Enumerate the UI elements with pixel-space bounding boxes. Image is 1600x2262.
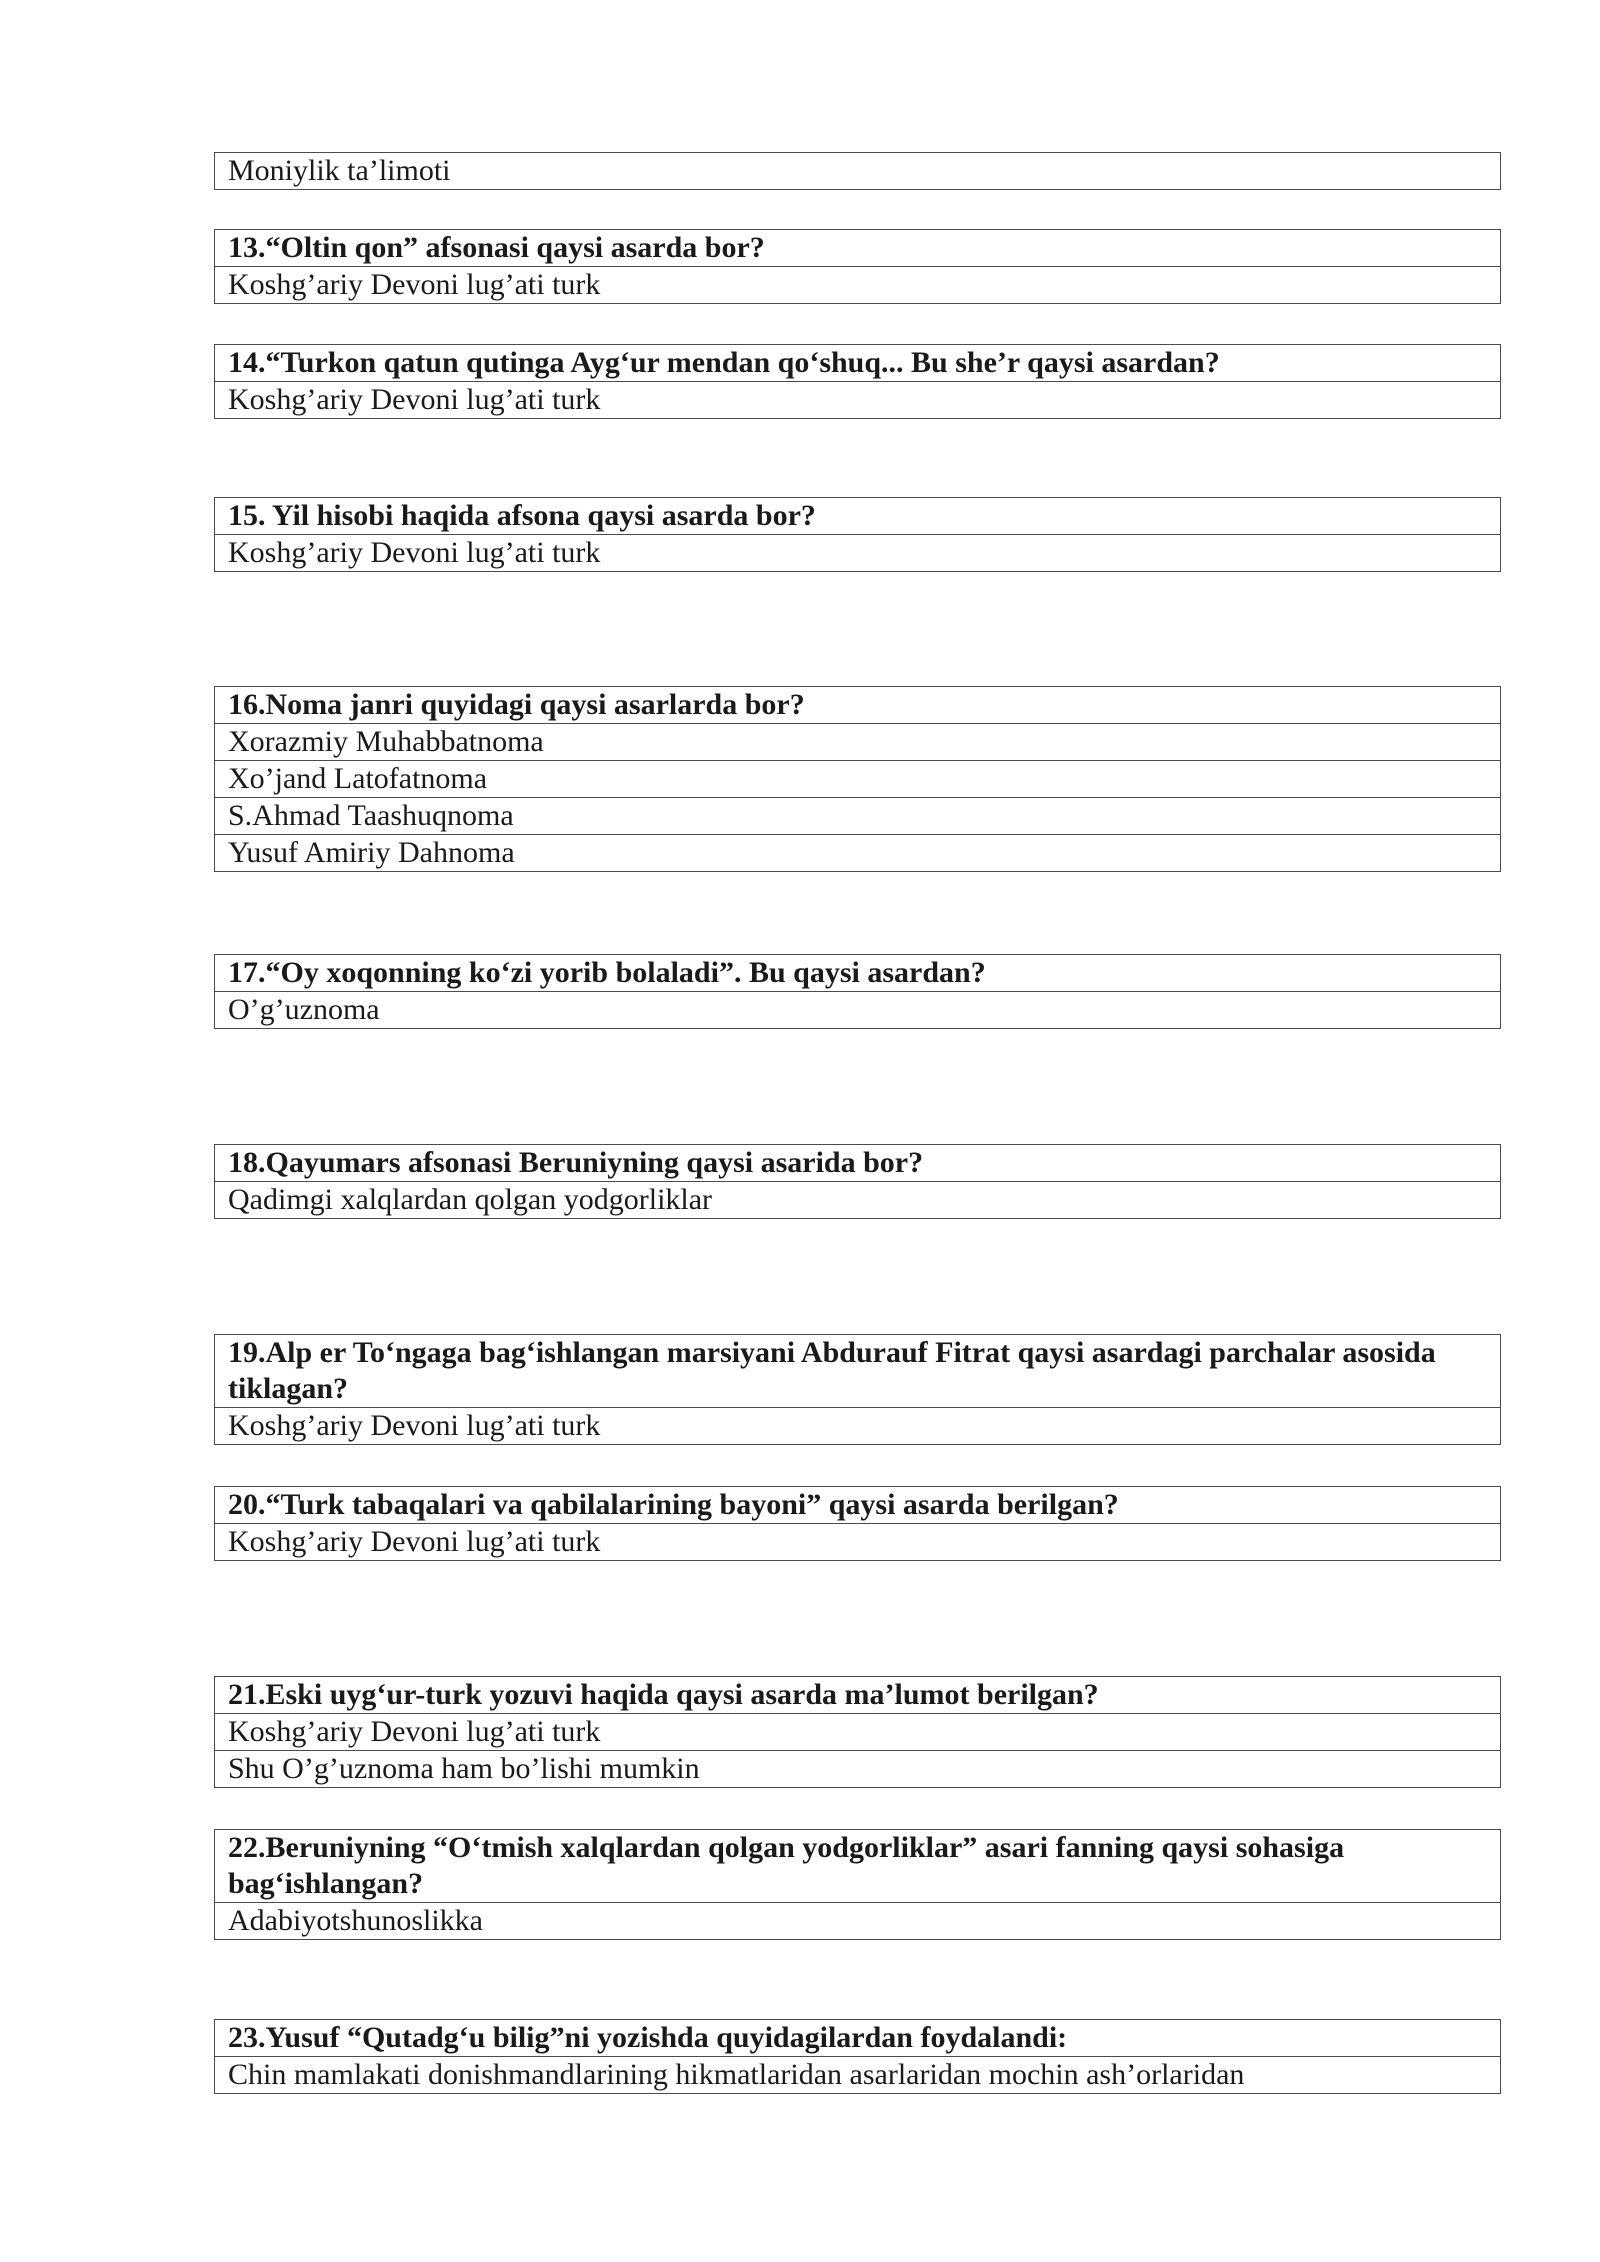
question-block-18: [214, 1144, 1501, 1219]
question-block-20: [214, 1486, 1501, 1561]
question-text: 21.Eski uyg‘ur-turk yozuvi haqida qaysi asarda ma’lumot berilgan?: [228, 1678, 1099, 1711]
question-block-16: [214, 686, 1501, 872]
answer-text: Koshg’ariy Devoni lug’ati turk: [215, 1407, 1500, 1444]
question-block-14: [214, 344, 1501, 419]
question-block-21: [214, 1676, 1501, 1788]
answer-text: Shu O’g’uznoma ham bo’lishi mumkin: [215, 1750, 1500, 1787]
answer-text: S.Ahmad Taashuqnoma: [215, 797, 1500, 834]
question-text: 17.“Oy xoqonning ko‘zi yorib bolaladi”. Bu qaysi asardan?: [228, 956, 986, 989]
answer-text: Koshg’ariy Devoni lug’ati turk: [215, 1713, 1500, 1750]
question-block-22: [214, 1829, 1501, 1940]
question-block-15: [214, 497, 1501, 572]
question-block-17: [214, 954, 1501, 1029]
question-text: 16.Noma janri quyidagi qaysi asarlarda bor?: [228, 688, 805, 721]
answer-text: Koshg’ariy Devoni lug’ati turk: [215, 534, 1500, 571]
question-text: 14.“Turkon qatun qutinga Ayg‘ur mendan qo‘shuq... Bu she’r qaysi asardan?: [228, 346, 1220, 379]
answer-text: Chin mamlakati donishmandlarining hikmatlaridan asarlaridan mochin ash’orlaridan: [215, 2056, 1500, 2093]
answer-text: Koshg’ariy Devoni lug’ati turk: [215, 381, 1500, 418]
answer-text: O’g’uznoma: [215, 991, 1500, 1028]
answer-text: Adabiyotshunoslikka: [215, 1902, 1500, 1939]
question-text: 23.Yusuf “Qutadg‘u bilig”ni yozishda quyidagilardan foydalandi:: [228, 2021, 1068, 2054]
question-block-13: [214, 229, 1501, 304]
question-block-19: [214, 1334, 1501, 1445]
answer-text: Yusuf Amiriy Dahnoma: [215, 834, 1500, 871]
answer-text: Koshg’ariy Devoni lug’ati turk: [215, 1523, 1500, 1560]
answer-text: Koshg’ariy Devoni lug’ati turk: [215, 266, 1500, 303]
question-block-23: [214, 2019, 1501, 2094]
answer-text: Xorazmiy Muhabbatnoma: [215, 723, 1500, 760]
answer-text: Moniylik ta’limoti: [228, 154, 451, 187]
question-text: 13.“Oltin qon” afsonasi qaysi asarda bor?: [228, 231, 765, 264]
question-text: 22.Beruniyning “O‘tmish xalqlardan qolgan yodgorliklar” asari fanning qaysi sohasiga bag‘ishlangan?: [228, 1831, 1345, 1900]
question-text: 15. Yil hisobi haqida afsona qaysi asarda bor?: [228, 499, 816, 532]
answer-text: Xo’jand Latofatnoma: [215, 760, 1500, 797]
question-text: 20.“Turk tabaqalari va qabilalarining bayoni” qaysi asarda berilgan?: [228, 1488, 1119, 1521]
question-text: 19.Alp er To‘ngaga bag‘ishlangan marsiyani Abdurauf Fitrat qaysi asardagi parchalar asosida tiklagan?: [228, 1336, 1436, 1405]
question-text: 18.Qayumars afsonasi Beruniyning qaysi asarida bor?: [228, 1146, 924, 1179]
answer-text: Qadimgi xalqlardan qolgan yodgorliklar: [215, 1181, 1500, 1218]
answer-block-12: [214, 152, 1501, 190]
